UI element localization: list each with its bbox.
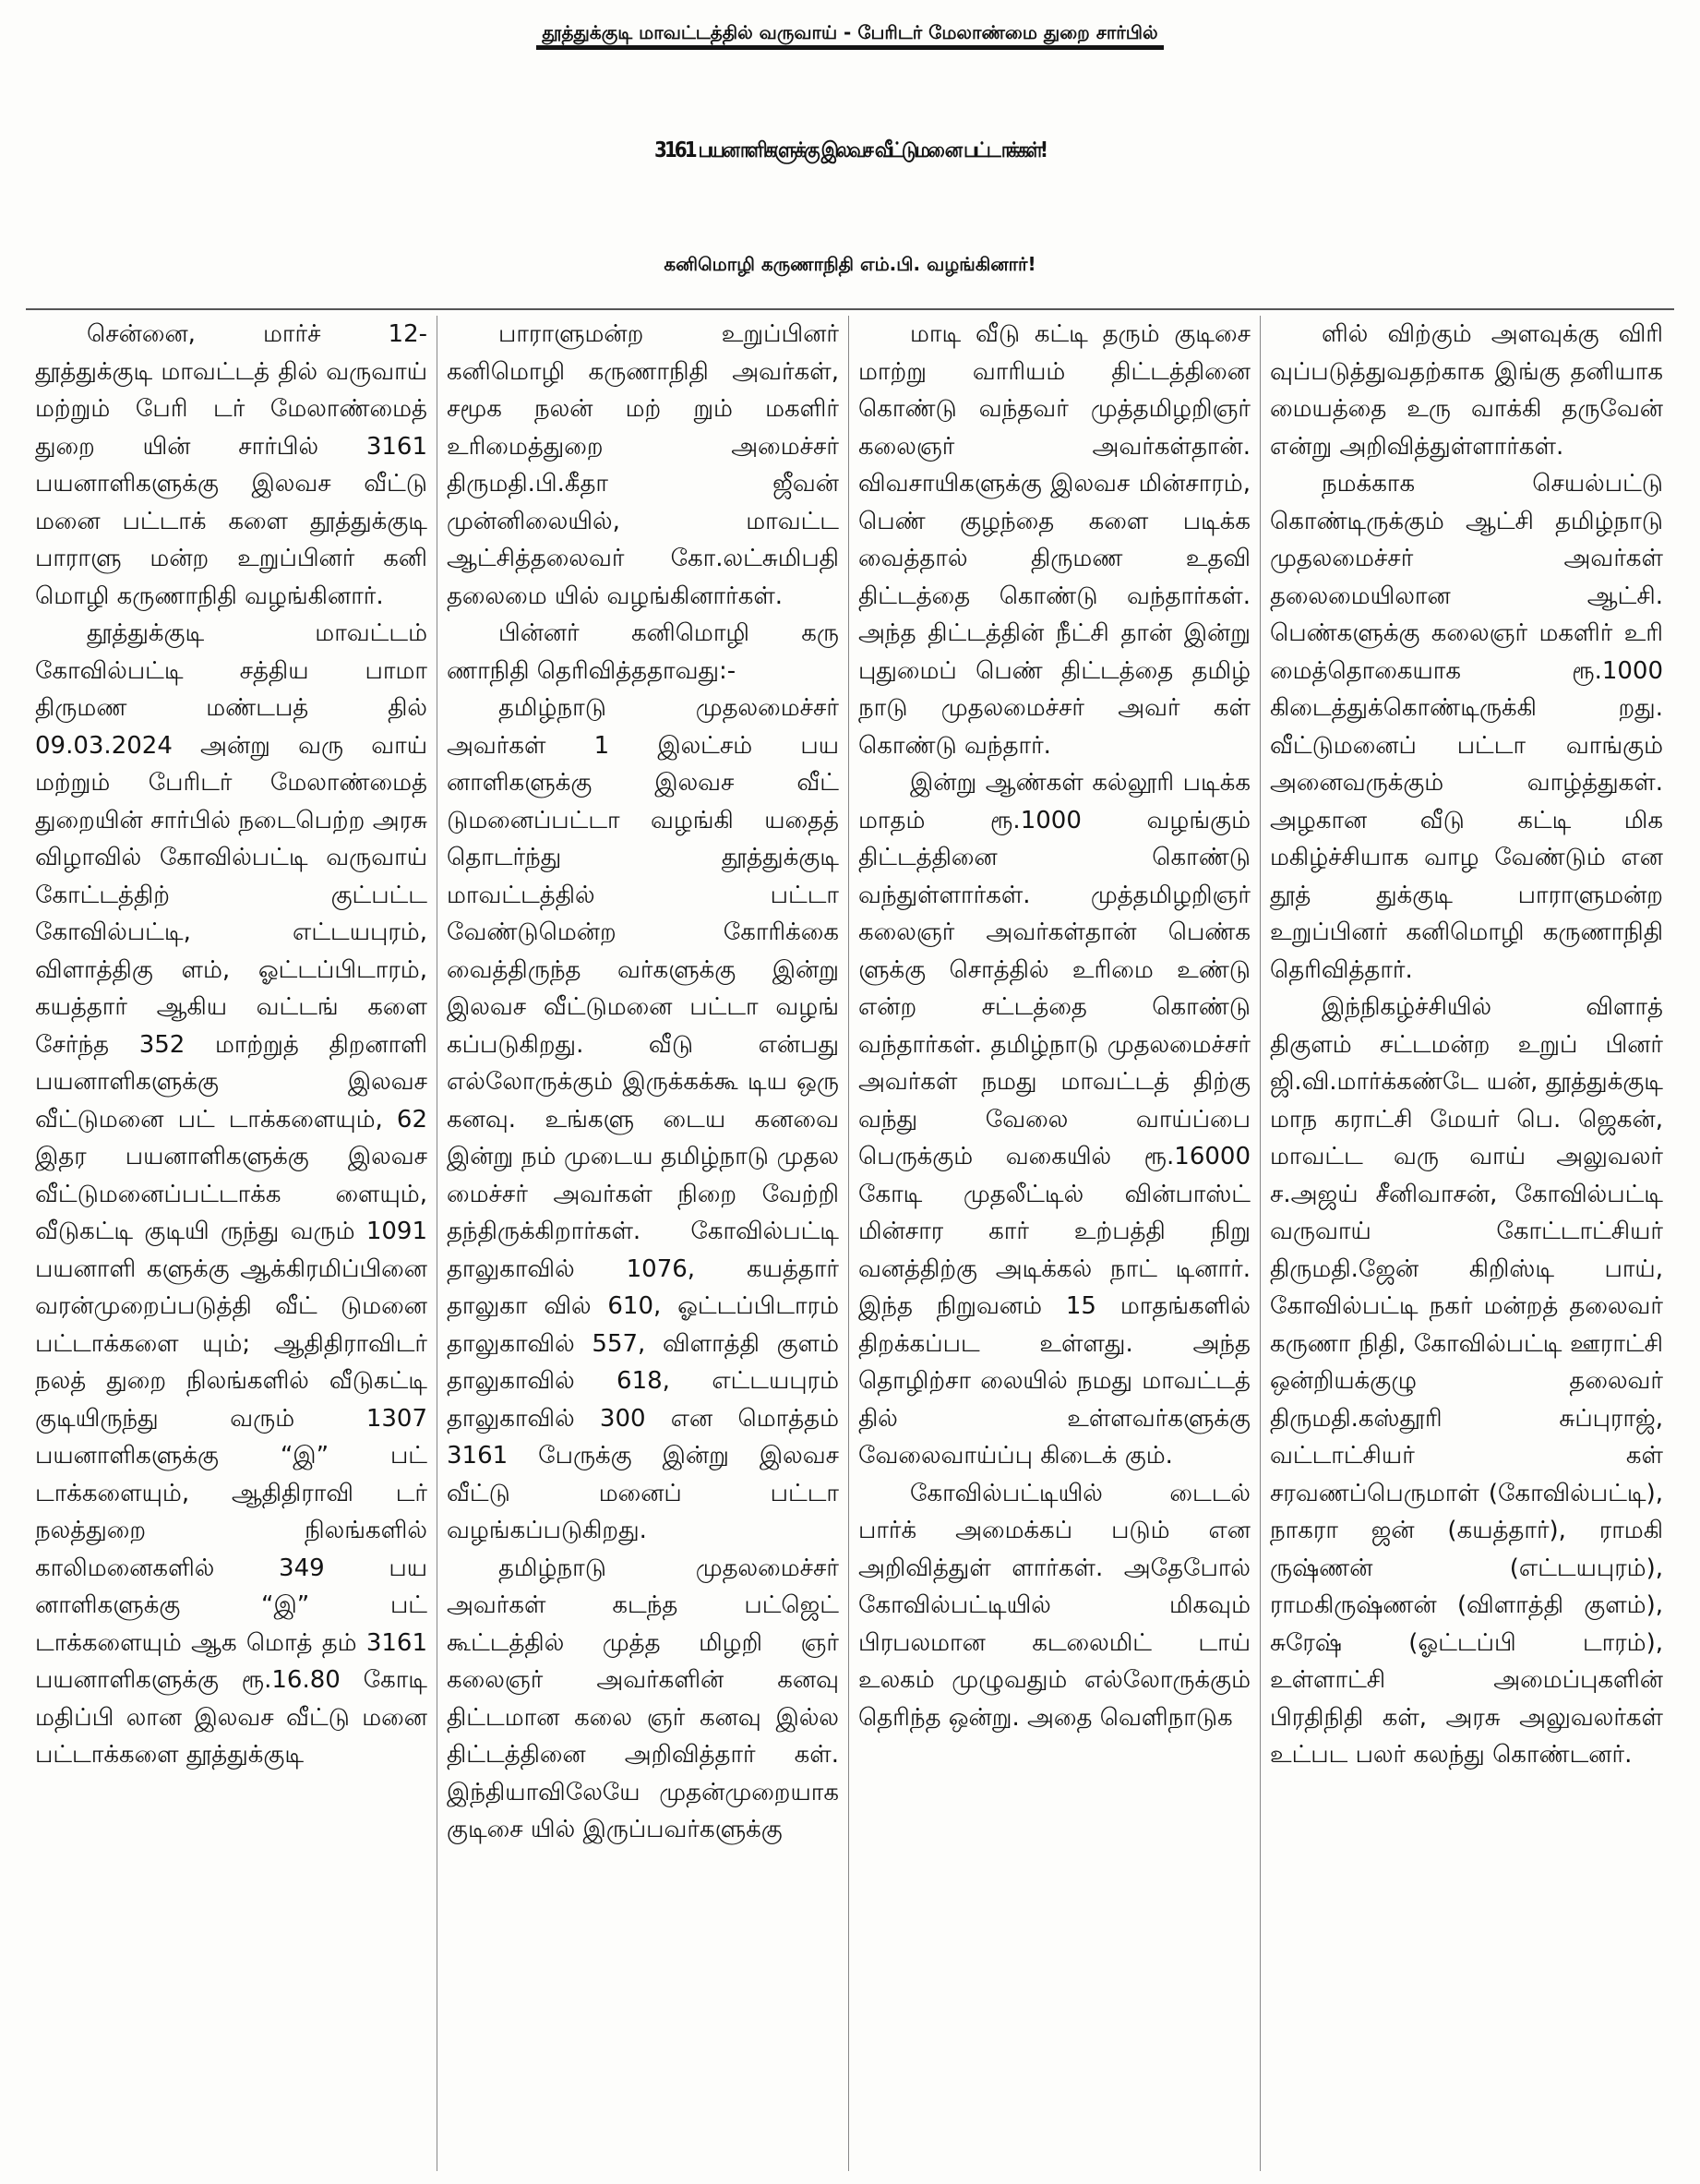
paragraph: பின்னர் கனிமொழி கரு ணாநிதி தெரிவித்ததாவது:-: [447, 619, 839, 685]
paragraph: சென்னை, மார்ச் 12- தூத்துக்குடி மாவட்டத் தில் வருவாய் மற்றும் பேரி டர் மேலாண்மைத் துறை யின் சார்பில் 3161 பயனாளிகளுக்கு இலவச வீட்டு மனை பட்டாக் களை தூத்துக்குடி பாராளு மன்ற உறுப்பினர் கனி மொழி கருணாநிதி வழங்கினார்.: [35, 320, 427, 610]
paragraph: மாடி வீடு கட்டி தரும் குடிசை மாற்று வாரியம் திட்டத்தினை கொண்டு வந்தவர் முத்தமிழறிஞர் கலைஞர் அவர்கள்தான். விவசாயிகளுக்கு இலவச மின்சாரம், பெண் குழந்தை களை படிக்க வைத்தால் திருமண உதவி திட்டத்தை கொண்டு வந்தார்கள். அந்த திட்டத்தின் நீட்சி தான் இன்று புதுமைப் பெண் திட்டத்தை தமிழ் நாடு முதலமைச்சர் அவர் கள் கொண்டு வந்தார்.: [858, 320, 1251, 760]
paragraph: தூத்துக்குடி மாவட்டம் கோவில்பட்டி சத்திய பாமா திருமண மண்டபத் தில் 09.03.2024 அன்று வரு வாய் மற்றும் பேரிடர் மேலாண்மைத் துறையின் சார்பில் நடைபெற்ற அரசு விழாவில் கோவில்பட்டி வருவாய் கோட்டத்திற் குட்பட்ட கோவில்பட்டி, எட்டயபுரம், விளாத்திகு ளம், ஓட்டப்பிடாரம், கயத்தார் ஆகிய வட்டங் களை சேர்ந்த 352 மாற்றுத் திறனாளி பயனாளிகளுக்கு இலவச வீட்டுமனை பட் டாக்களையும், 62 இதர பயனாளிகளுக்கு இலவச வீட்டுமனைப்பட்டாக்க ளையும், வீடுகட்டி குடியி ருந்து வரும் 1091 பயனாளி களுக்கு ஆக்கிரமிப்பினை வரன்முறைப்படுத்தி வீட் டுமனை பட்டாக்களை யும்; ஆதிதிராவிடர் நலத் துறை நிலங்களில் வீடுகட்டி குடியிருந்து வரும் 1307 பயனாளிகளுக்கு “இ” பட் டாக்களையும், ஆதிதிராவி டர் நலத்துறை நிலங்களில் காலிமனைகளில் 349 பய னாளிகளுக்கு “இ” பட் டாக்களையும் ஆக மொத் தம் 3161 பயனாளிகளுக்கு ரூ.16.80 கோடி மதிப்பி லான இலவச வீட்டு மனை பட்டாக்களை தூத்துக்குடி: [35, 619, 427, 1769]
paragraph: பாராளுமன்ற உறுப்பினர் கனிமொழி கருணாநிதி அவர்கள், சமூக நலன் மற் றும் மகளிர் உரிமைத்துறை அமைச்சர் திருமதி.பி.கீதா ஜீவன் முன்னிலையில், மாவட்ட ஆட்சித்தலைவர் கோ.லட்சுமிபதி தலைமை யில் வழங்கினார்கள்.: [447, 320, 839, 610]
paragraph: நமக்காக செயல்பட்டு கொண்டிருக்கும் ஆட்சி தமிழ்நாடு முதலமைச்சர் அவர்கள் தலைமையிலான ஆட்சி. பெண்களுக்கு கலைஞர் மகளிர் உரி மைத்தொகையாக ரூ.1000 கிடைத்துக்கொண்டிருக்கி றது. வீட்டுமனைப் பட்டா வாங்கும் அனைவருக்கும் வாழ்த்துகள். அழகான வீடு கட்டி மிக மகிழ்ச்சியாக வாழ வேண்டும் என தூத் துக்குடி பாராளுமன்ற உறுப்பினர் கனிமொழி கருணாநிதி தெரிவித்தார்.: [1270, 470, 1663, 984]
kicker-text: தூத்துக்குடி மாவட்டத்தில் வருவாய் - பேரிடர் மேலாண்மை துறை சார்பில்: [536, 21, 1163, 50]
column-3: [849, 316, 1261, 2171]
paragraph: ளில் விற்கும் அளவுக்கு விரி வுப்படுத்துவதற்காக இங்கு தனியாக மையத்தை உரு வாக்கி தருவேன் என்று அறிவித்துள்ளார்கள்.: [1270, 320, 1663, 461]
column-1: [26, 316, 437, 2171]
paragraph: தமிழ்நாடு முதலமைச்சர் அவர்கள் 1 இலட்சம் பய னாளிகளுக்கு இலவச வீட் டுமனைப்பட்டா வழங்கி யதைத் தொடர்ந்து தூத்துக்குடி மாவட்டத்தில் பட்டா வேண்டுமென்ற கோரிக்கை வைத்திருந்த வர்களுக்கு இன்று இலவச வீட்டுமனை பட்டா வழங் கப்படுகிறது. வீடு என்பது எல்லோருக்கும் இருக்கக்கூ டிய ஒரு கனவு. உங்களு டைய கனவை இன்று நம் முடைய தமிழ்நாடு முதல மைச்சர் அவர்கள் நிறை வேற்றி தந்திருக்கிறார்கள். கோவில்பட்டி தாலுகாவில் 1076, கயத்தார் தாலுகா வில் 610, ஓட்டப்பிடாரம் தாலுகாவில் 557, விளாத்தி குளம் தாலுகாவில் 618, எட்டயபுரம் தாலுகாவில் 300 என மொத்தம் 3161 பேருக்கு இன்று இலவச வீட்டு மனைப் பட்டா வழங்கப்படுகிறது.: [447, 694, 839, 1544]
headline: 3161 பயனாளிகளுக்கு இலவச வீட்டுமனை பட்டாக்கள்!: [653, 137, 1047, 162]
header-rule: [26, 308, 1674, 310]
kicker-line: [0, 6, 1700, 59]
paragraph: இன்று ஆண்கள் கல்லூரி படிக்க மாதம் ரூ.1000 வழங்கும் திட்டத்தினை கொண்டு வந்துள்ளார்கள். முத்தமிழறிஞர் கலைஞர் அவர்கள்தான் பெண்க ளுக்கு சொத்தில் உரிமை உண்டு என்ற சட்டத்தை கொண்டு வந்தார்கள். தமிழ்நாடு முதலமைச்சர் அவர்கள் நமது மாவட்டத் திற்கு வந்து வேலை வாய்ப்பை பெருக்கும் வகையில் ரூ.16000 கோடி முதலீட்டில் வின்பாஸ்ட் மின்சார கார் உற்பத்தி நிறு வனத்திற்கு அடிக்கல் நாட் டினார். இந்த நிறுவனம் 15 மாதங்களில் திறக்கப்பட உள்ளது. அந்த தொழிற்சா லையில் நமது மாவட்டத் தில் உள்ளவர்களுக்கு வேலைவாய்ப்பு கிடைக் கும்.: [858, 769, 1251, 1470]
paragraph: இந்நிகழ்ச்சியில் விளாத் திகுளம் சட்டமன்ற உறுப் பினர் ஜி.வி.மார்க்கண்டே யன், தூத்துக்குடி மாந கராட்சி மேயர் பெ. ஜெகன், மாவட்ட வரு வாய் அலுவலர் ச.அஜய் சீனிவாசன், கோவில்பட்டி வருவாய் கோட்டாட்சியர் திருமதி.ஜேன் கிறிஸ்டி பாய், கோவில்பட்டி நகர் மன்றத் தலைவர் கருணா நிதி, கோவில்பட்டி ஊராட்சி ஒன்றியக்குழு தலைவர் திருமதி.கஸ்தூரி சுப்புராஜ், வட்டாட்சியர் கள் சரவணப்பெருமாள் (கோவில்பட்டி), நாகரா ஜன் (கயத்தார்), ராமகி ருஷ்ணன் (எட்டயபுரம்), ராமகிருஷ்ணன் (விளாத்தி குளம்), சுரேஷ் (ஓட்டப்பி டாரம்), உள்ளாட்சி அமைப்புகளின் பிரதிநிதி கள், அரசு அலுவலர்கள் உட்பட பலர் கலந்து கொண்டனர்.: [1270, 993, 1663, 1769]
paragraph: கோவில்பட்டியில் டைடல் பார்க் அமைக்கப் படும் என அறிவித்துள் ளார்கள். அதேபோல் கோவில்பட்டியில் மிகவும் பிரபலமான கடலைமிட் டாய் உலகம் முழுவதும் எல்லோருக்கும் தெரிந்த ஒன்று. அதை வெளிநாடுக: [858, 1479, 1251, 1732]
subheadline: கனிமொழி கருணாநிதி எம்.பி. வழங்கினார்!: [664, 253, 1036, 275]
column-2: [437, 316, 849, 2171]
paragraph: தமிழ்நாடு முதலமைச்சர் அவர்கள் கடந்த பட்ஜெட் கூட்டத்தில் முத்த மிழறி ஞர் கலைஞர் அவர்களின் கனவு திட்டமான கலை ஞர் கனவு இல்ல திட்டத்தினை அறிவித்தார் கள். இந்தியாவிலேயே முதன்முறையாக குடிசை யில் இருப்பவர்களுக்கு: [447, 1554, 839, 1843]
column-4: [1261, 316, 1672, 2171]
article-columns: [26, 316, 1674, 2171]
